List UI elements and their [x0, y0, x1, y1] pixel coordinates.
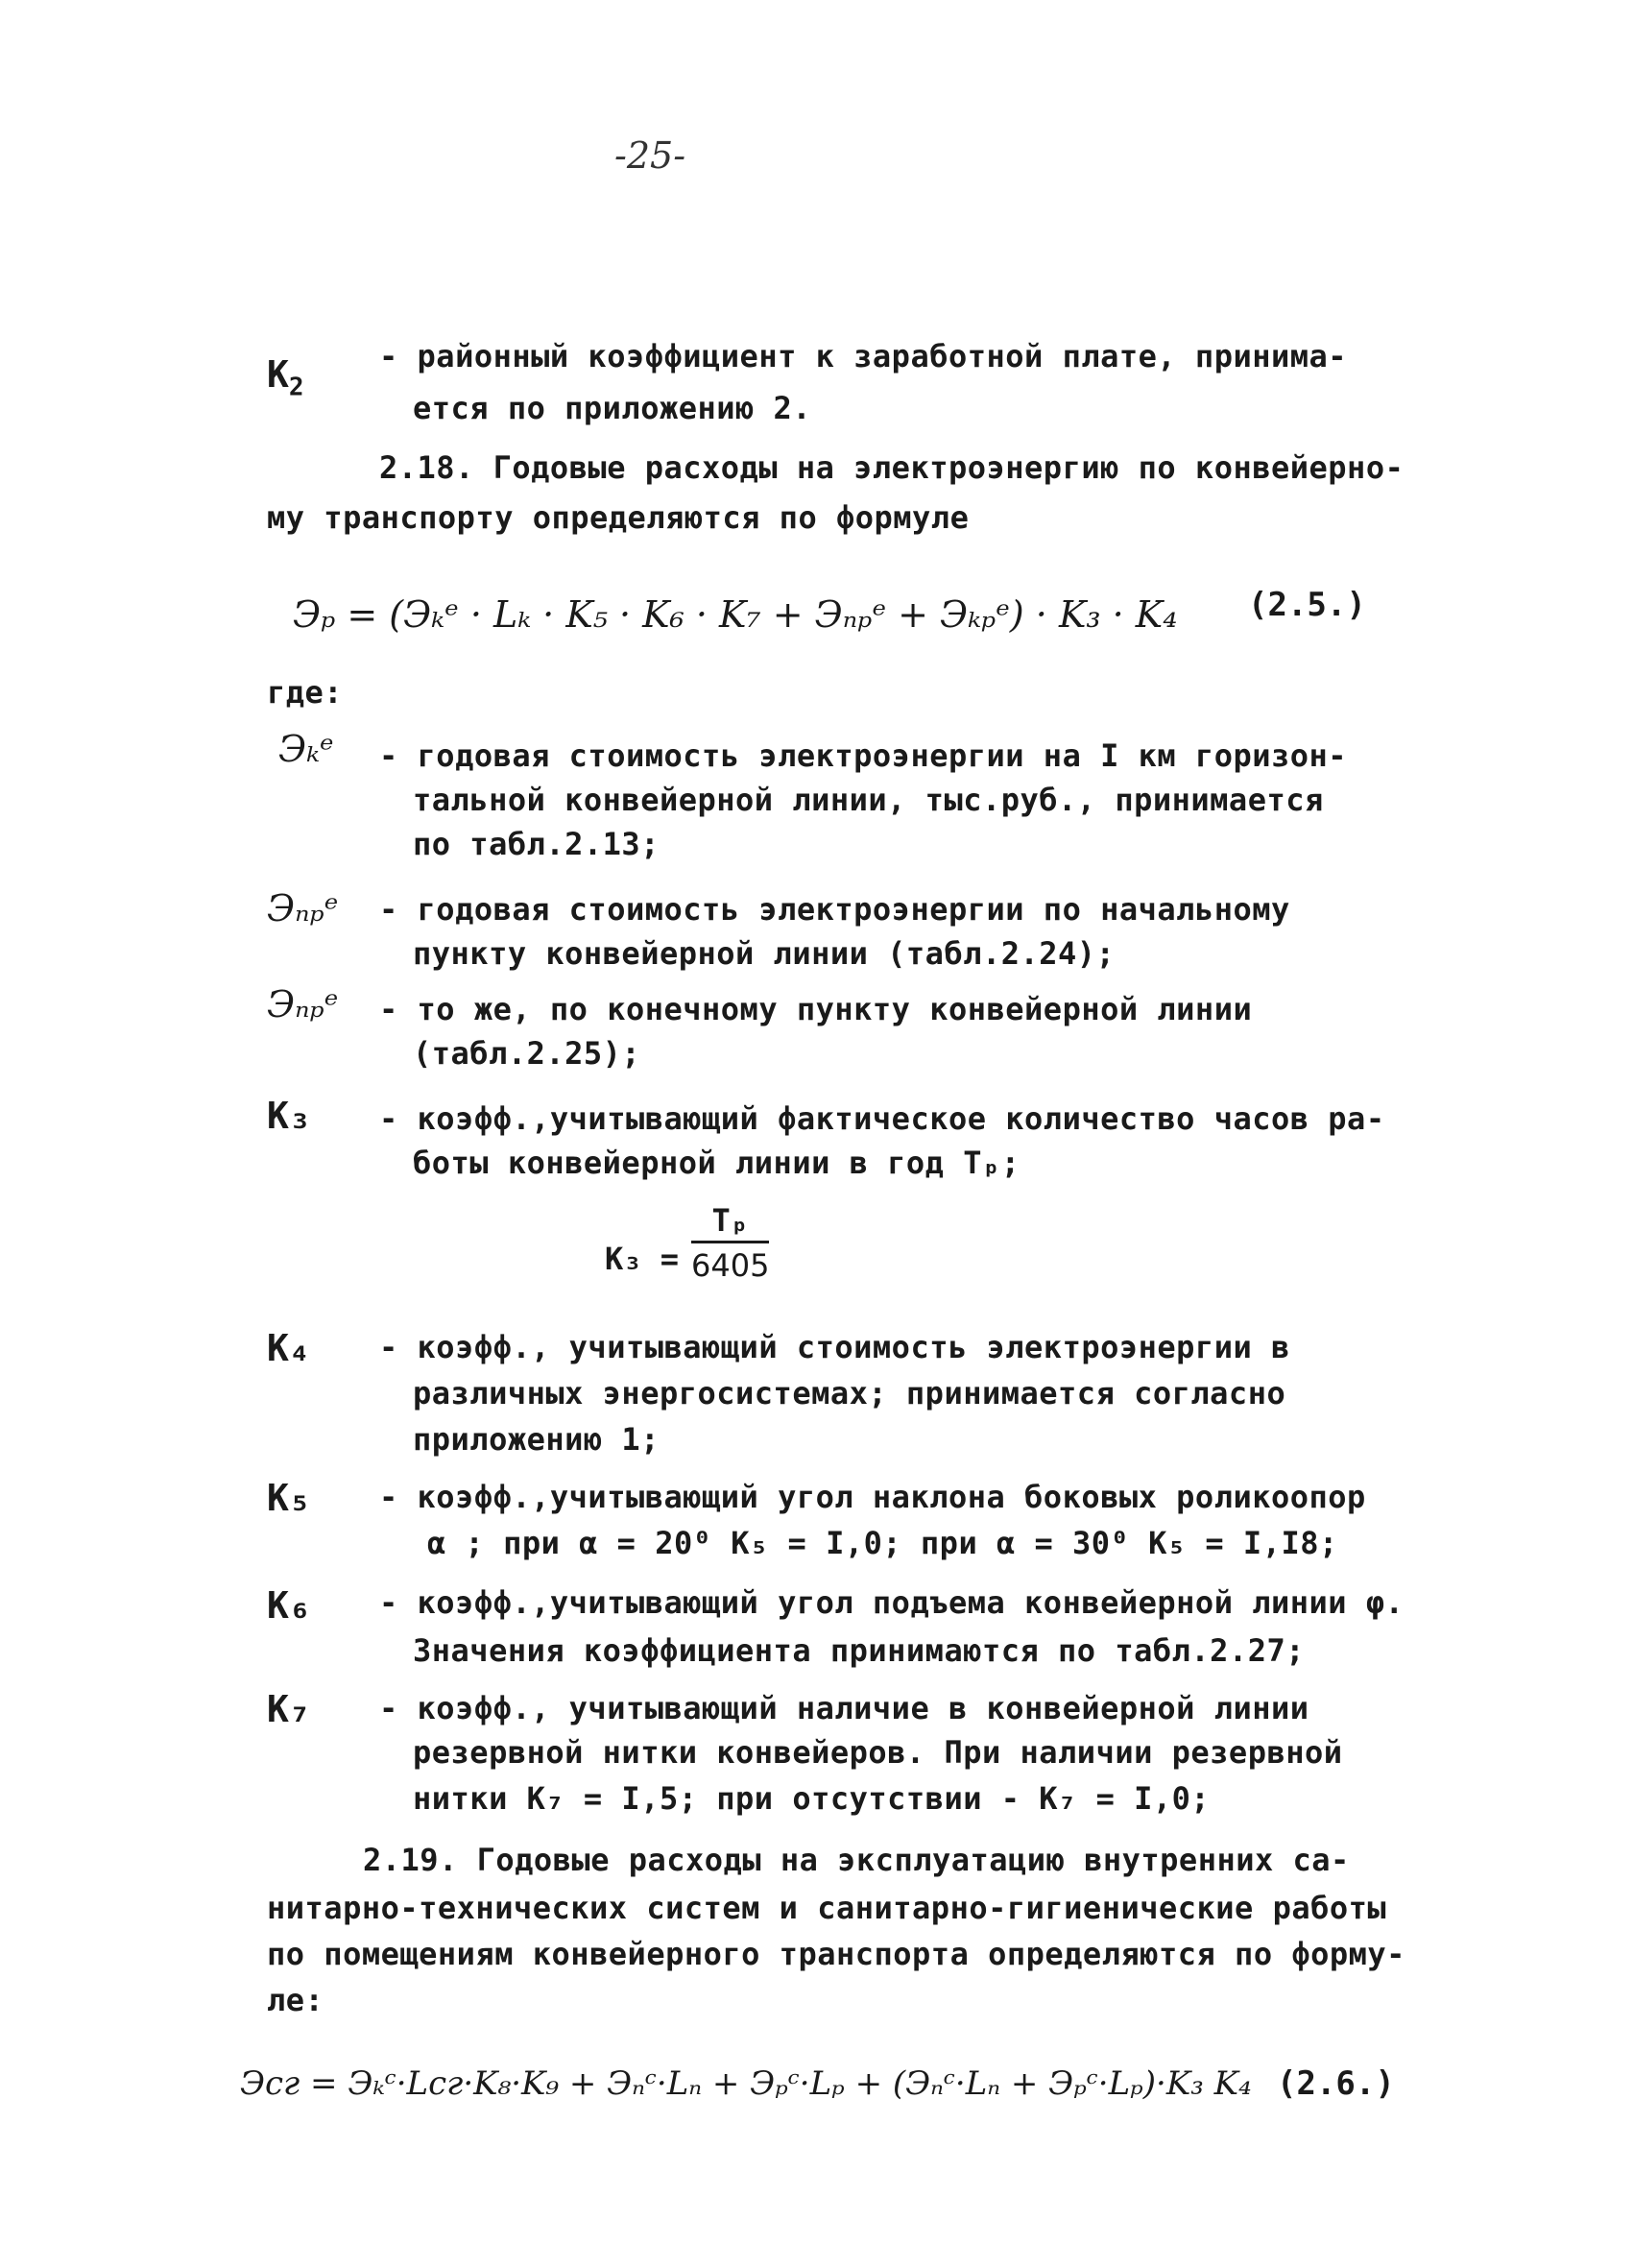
def-enp-line-2: пункту конвейерной линии (табл.2.24);	[413, 935, 1116, 972]
def-k4-line-1: - коэфф., учитывающий стоимость электроэнергии в	[379, 1329, 1290, 1365]
def-k7-line-3: нитки K₇ = I,5; при отсутствии - K₇ = I,0;	[413, 1780, 1211, 1817]
def-k4-symbol: K₄	[267, 1327, 311, 1369]
def-ek-line-1: - годовая стоимость электроэнергии на I км горизон-	[379, 737, 1348, 774]
def-k6-line-2: Значения коэффициента принимаются по табл.2.27;	[413, 1632, 1305, 1669]
def-ek-line-2: тальной конвейерной линии, тыс.руб., принимается	[413, 782, 1324, 818]
def-k4-line-3: приложению 1;	[413, 1421, 660, 1458]
def-k5-line-2: α ; при α = 20⁰ K₅ = I,0; при α = 30⁰ K₅ = I,I8;	[427, 1525, 1338, 1561]
def-enp-line-1: - годовая стоимость электроэнергии по начальному	[379, 891, 1290, 928]
k3-fraction	[691, 1202, 769, 1284]
def-k7-line-1: - коэфф., учитывающий наличие в конвейерной линии	[379, 1690, 1309, 1726]
k2-symbol: $K_2$	[267, 353, 304, 402]
def-k5-symbol: K₅	[267, 1477, 311, 1519]
k2-line-2: ется по приложению 2.	[413, 390, 812, 426]
def-ekp-line-1: - то же, по конечному пункту конвейерной линии	[379, 991, 1253, 1027]
def-k3-line-2: боты конвейерной линии в год Tₚ;	[413, 1145, 1021, 1181]
formula-2-6: Эсг = Эₖᶜ·Lсг·K₈·K₉ + Эₙᶜ·Lₙ + Эₚᶜ·Lₚ + (Эₙᶜ·Lₙ + Эₚᶜ·Lₚ)·K₃ K₄	[240, 2064, 1252, 2103]
page-number: -25-	[614, 134, 686, 177]
def-ekp-symbol: Эₙₚᵉ	[267, 983, 339, 1025]
k3-formula-lhs: K₃ =	[605, 1241, 680, 1277]
formula-2-5: Эₚ = (Эₖᵉ · Lₖ · K₅ · K₆ · K₇ + Эₙₚᵉ + Эₖₚᵉ) · K₃ · K₄	[293, 593, 1178, 636]
def-k6-line-1: - коэфф.,учитывающий угол подъема конвейерной линии φ.	[379, 1584, 1405, 1621]
def-k6-symbol: K₆	[267, 1584, 311, 1627]
k3-numerator: Tₚ	[691, 1202, 769, 1243]
formula-2-5-number: (2.5.)	[1248, 586, 1366, 624]
where-label: где:	[267, 674, 344, 711]
p219-line-2: нитарно-технических систем и санитарно-гигиенические работы	[267, 1890, 1387, 1926]
def-k3-line-1: - коэфф.,учитывающий фактическое количество часов ра-	[379, 1100, 1385, 1137]
def-ekp-line-2: (табл.2.25);	[413, 1035, 641, 1072]
def-k7-symbol: K₇	[267, 1688, 311, 1730]
p219-line-3: по помещениям конвейерного транспорта определяются по форму-	[267, 1936, 1405, 1972]
p219-line-1: 2.19. Годовые расходы на эксплуатацию внутренних са-	[363, 1842, 1350, 1878]
p218-line-1: 2.18. Годовые расходы на электроэнергию по конвейерно-	[379, 449, 1405, 486]
def-k5-line-1: - коэфф.,учитывающий угол наклона боковых роликоопор	[379, 1479, 1366, 1515]
k3-denominator: 6405	[691, 1247, 770, 1284]
p219-line-4: ле:	[267, 1982, 324, 2018]
def-k3-symbol: K₃	[267, 1095, 311, 1137]
k2-line-1: - районный коэффициент к заработной плате, принима-	[379, 338, 1348, 374]
def-ek-symbol: Эₖᵉ	[278, 728, 334, 770]
formula-2-6-number: (2.6.)	[1277, 2064, 1395, 2103]
def-k7-line-2: резервной нитки конвейеров. При наличии резервной	[413, 1734, 1343, 1771]
def-ek-line-3: по табл.2.13;	[413, 826, 660, 862]
def-k4-line-2: различных энергосистемах; принимается согласно	[413, 1375, 1286, 1411]
p218-line-2: му транспорту определяются по формуле	[267, 499, 970, 536]
def-enp-symbol: Эₙₚᵉ	[267, 887, 339, 929]
